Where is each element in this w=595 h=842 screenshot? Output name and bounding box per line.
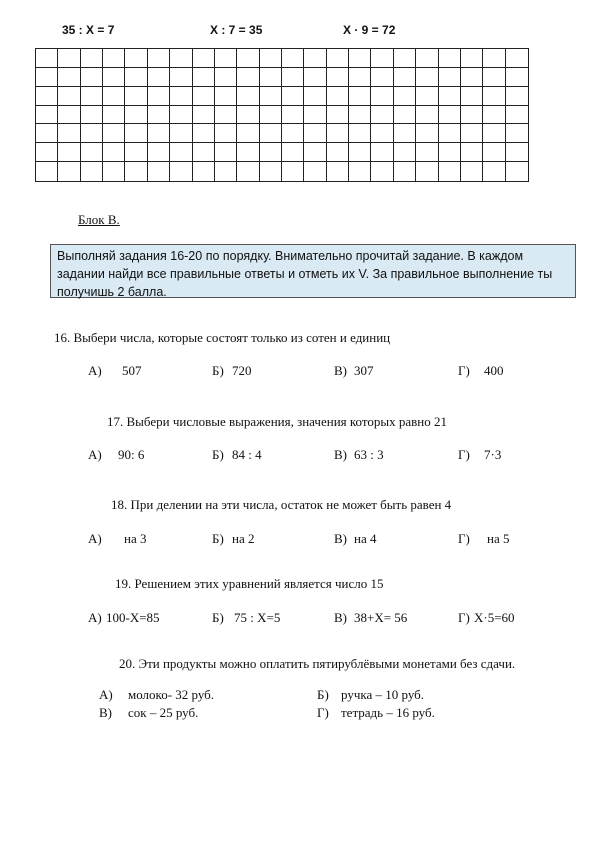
grid-cell [81,87,103,106]
grid-cell [282,143,304,162]
option-a-letter: А) [88,447,102,462]
grid-cell [170,124,192,143]
option-g[interactable]: 400 [484,363,504,378]
question-20: 20. Эти продукты можно оплатить пятирублёвыми монетами без сдачи. [119,656,516,671]
grid-cell [506,49,528,68]
grid-cell [349,143,371,162]
grid-cell [461,49,483,68]
grid-cell [36,87,58,106]
grid-cell [282,49,304,68]
option-a-letter: А) [88,531,102,546]
question-19: 19. Решением этих уравнений является число 15 [115,576,384,591]
question-17: 17. Выбери числовые выражения, значения которых равно 21 [107,414,447,429]
grid-cell [327,106,349,125]
grid-cell [125,162,147,181]
grid-cell [282,124,304,143]
option-a[interactable]: на 3 [124,531,147,546]
grid-cell [327,143,349,162]
grid-cell [349,106,371,125]
option-v-letter: В) [334,531,347,546]
grid-cell [58,124,80,143]
grid-cell [103,68,125,87]
instructions-box [50,244,576,298]
option-b[interactable]: ручка – 10 руб. [341,687,425,702]
grid-cell [349,87,371,106]
grid-cell [103,143,125,162]
grid-cell [237,124,259,143]
grid-cell [371,106,393,125]
grid-cell [506,143,528,162]
grid-cell [371,68,393,87]
grid-cell [125,49,147,68]
option-b-letter: Б) [212,531,224,546]
grid-cell [506,106,528,125]
grid-cell [58,87,80,106]
option-v[interactable]: 307 [354,363,374,378]
grid-cell [170,87,192,106]
grid-cell [483,124,505,143]
grid-cell [282,106,304,125]
grid-cell [416,106,438,125]
grid-cell [506,162,528,181]
grid-cell [125,106,147,125]
answer-grid [35,48,529,182]
grid-cell [170,49,192,68]
option-b-letter: Б) [212,610,224,625]
option-g[interactable]: Х·5=60 [474,610,515,625]
grid-cell [170,162,192,181]
grid-cell [58,49,80,68]
grid-cell [237,162,259,181]
grid-cell [349,124,371,143]
grid-cell [193,143,215,162]
grid-cell [125,143,147,162]
grid-cell [282,162,304,181]
grid-cell [483,87,505,106]
option-b[interactable]: 720 [232,363,252,378]
grid-cell [304,124,326,143]
grid-cell [148,87,170,106]
grid-cell [483,162,505,181]
grid-cell [58,143,80,162]
grid-cell [81,49,103,68]
grid-cell [237,49,259,68]
grid-cell [416,124,438,143]
grid-cell [416,143,438,162]
option-v[interactable]: сок – 25 руб. [128,705,199,720]
grid-cell [81,68,103,87]
grid-cell [193,68,215,87]
grid-cell [260,68,282,87]
grid-cell [237,87,259,106]
grid-cell [260,162,282,181]
grid-cell [461,143,483,162]
grid-cell [327,87,349,106]
grid-cell [36,143,58,162]
option-v[interactable]: 63 : 3 [354,447,384,462]
grid-cell [394,106,416,125]
grid-cell [215,68,237,87]
grid-cell [103,162,125,181]
option-b[interactable]: 84 : 4 [232,447,262,462]
grid-cell [304,106,326,125]
question-16: 16. Выбери числа, которые состоят только из сотен и единиц [54,330,391,345]
grid-cell [103,87,125,106]
option-g-letter: Г) [458,447,470,462]
grid-cell [439,124,461,143]
grid-cell [193,124,215,143]
grid-cell [371,162,393,181]
option-g-letter: Г) [458,531,470,546]
option-v-letter: В) [334,610,347,625]
instructions-line-1: Выполняй задания 16-20 по порядку. Внимательно прочитай задание. В каждом [57,249,524,263]
option-g-letter: Г) [317,705,329,720]
grid-cell [371,49,393,68]
grid-cell [58,106,80,125]
grid-cell [81,162,103,181]
grid-cell [103,106,125,125]
grid-cell [506,87,528,106]
grid-cell [215,87,237,106]
option-g[interactable]: тетрадь – 16 руб. [341,705,435,720]
option-a-letter: А) [88,610,102,625]
grid-cell [148,124,170,143]
grid-cell [304,87,326,106]
option-a[interactable]: 90: 6 [118,447,145,462]
grid-cell [193,49,215,68]
option-v-letter: В) [334,363,347,378]
option-b[interactable]: на 2 [232,531,255,546]
grid-cell [148,162,170,181]
grid-cell [81,143,103,162]
grid-cell [461,162,483,181]
option-b[interactable]: 75 : Х=5 [234,610,281,625]
option-v-letter: В) [334,447,347,462]
grid-cell [282,68,304,87]
grid-cell [461,106,483,125]
question-18: 18. При делении на эти числа, остаток не может быть равен 4 [111,497,452,512]
option-a[interactable]: молоко- 32 руб. [128,687,215,702]
option-a[interactable]: 507 [122,363,142,378]
option-v-letter: В) [99,705,112,720]
equation-1: 35 : X = 7 [62,23,115,37]
grid-cell [439,68,461,87]
grid-cell [260,106,282,125]
grid-cell [506,124,528,143]
grid-cell [215,106,237,125]
option-b-letter: Б) [212,363,224,378]
option-b-letter: Б) [317,687,329,702]
grid-cell [193,162,215,181]
grid-cell [394,124,416,143]
grid-cell [461,124,483,143]
grid-cell [483,68,505,87]
equation-3: X · 9 = 72 [343,23,396,37]
grid-cell [327,49,349,68]
grid-cell [148,143,170,162]
grid-cell [215,143,237,162]
grid-cell [304,143,326,162]
instructions-line-3: получишь 2 балла. [57,285,167,299]
grid-cell [461,87,483,106]
option-v[interactable]: на 4 [354,531,377,546]
grid-cell [103,124,125,143]
grid-cell [237,68,259,87]
grid-cell [327,68,349,87]
grid-cell [36,68,58,87]
grid-cell [170,143,192,162]
grid-cell [148,106,170,125]
grid-cell [148,68,170,87]
grid-cell [439,49,461,68]
grid-cell [349,68,371,87]
grid-cell [260,49,282,68]
grid-cell [416,68,438,87]
grid-cell [193,106,215,125]
grid-cell [483,106,505,125]
grid-cell [394,162,416,181]
grid-cell [36,49,58,68]
grid-cell [215,49,237,68]
grid-cell [304,49,326,68]
grid-cell [81,124,103,143]
grid-cell [327,162,349,181]
grid-cell [416,87,438,106]
option-v[interactable]: 38+Х= 56 [354,610,408,625]
equation-2: X : 7 = 35 [210,23,263,37]
grid-cell [439,143,461,162]
grid-cell [36,106,58,125]
grid-cell [260,143,282,162]
option-a[interactable]: 100-Х=85 [106,610,160,625]
grid-cell [282,87,304,106]
grid-cell [371,87,393,106]
grid-cell [349,162,371,181]
grid-cell [260,124,282,143]
grid-cell [416,162,438,181]
instructions-line-2: задании найди все правильные ответы и отметь их V. За правильное выполнение ты [57,267,553,281]
grid-cell [125,87,147,106]
grid-cell [170,68,192,87]
grid-cell [371,143,393,162]
grid-cell [349,49,371,68]
grid-cell [237,106,259,125]
grid-cell [439,87,461,106]
option-a-letter: А) [99,687,113,702]
grid-cell [103,49,125,68]
grid-cell [394,68,416,87]
option-g-letter: Г) [458,610,470,625]
grid-cell [215,124,237,143]
block-title: Блок В. [78,212,120,227]
grid-cell [461,68,483,87]
grid-cell [58,162,80,181]
grid-cell [394,87,416,106]
grid-cell [58,68,80,87]
option-g[interactable]: 7·3 [484,447,502,462]
grid-cell [170,106,192,125]
grid-cell [81,106,103,125]
option-b-letter: Б) [212,447,224,462]
grid-cell [371,124,393,143]
grid-cell [416,49,438,68]
grid-cell [483,143,505,162]
grid-cell [304,68,326,87]
grid-cell [439,162,461,181]
grid-cell [439,106,461,125]
grid-cell [260,87,282,106]
option-g-letter: Г) [458,363,470,378]
grid-cell [327,124,349,143]
grid-cell [215,162,237,181]
grid-cell [193,87,215,106]
grid-cell [36,124,58,143]
grid-cell [125,68,147,87]
option-g[interactable]: на 5 [487,531,510,546]
grid-cell [483,49,505,68]
grid-cell [148,49,170,68]
grid-cell [237,143,259,162]
grid-cell [125,124,147,143]
grid-cell [394,49,416,68]
grid-cell [36,162,58,181]
option-a-letter: А) [88,363,102,378]
grid-cell [506,68,528,87]
grid-cell [304,162,326,181]
grid-cell [394,143,416,162]
